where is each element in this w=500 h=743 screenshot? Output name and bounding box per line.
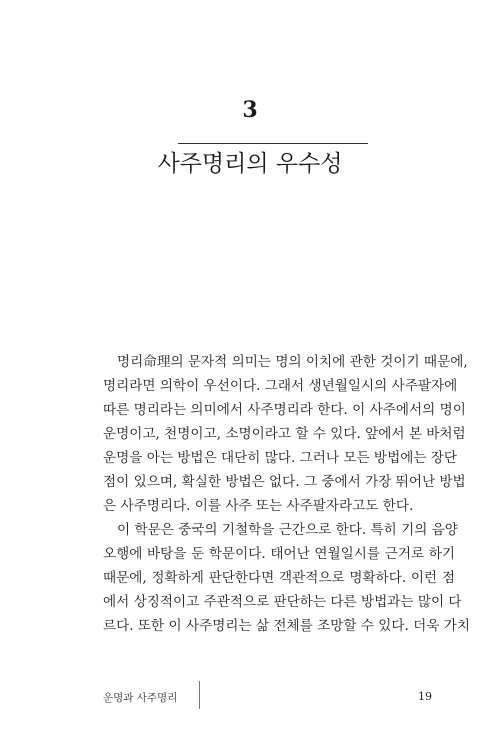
body-line: 오행에 바탕을 둔 학문이다. 태어난 연월일시를 근거로 하기	[103, 546, 455, 562]
body-line: 운명이고, 천명이고, 소명이라고 할 수 있다. 앞에서 본 바처럼	[103, 426, 466, 442]
body-line: 따른 명리라는 의미에서 사주명리라 한다. 이 사주에서의 명이	[103, 402, 466, 418]
chapter-title: 사주명리의 우수성	[157, 151, 343, 177]
body-line: 명리命理의 문자적 의미는 명의 이치에 관한 것이기 때문에,	[117, 354, 468, 370]
body-line: 때문에, 정확하게 판단한다면 객관적으로 명확하다. 이런 점	[103, 570, 455, 586]
page-number: 19	[418, 690, 432, 703]
chapter-divider-rule	[178, 143, 368, 144]
footer-divider	[199, 681, 200, 709]
body-line: 점이 있으며, 확실한 방법은 없다. 그 중에서 가장 뛰어난 방법	[103, 474, 466, 490]
body-line: 이 학문은 중국의 기철학을 근간으로 한다. 특히 기의 음양	[117, 522, 458, 538]
body-text	[103, 350, 471, 638]
body-line: 에서 상징적이고 주관적으로 판단하는 다른 방법과는 많이 다	[103, 594, 462, 610]
chapter-number: 3	[242, 97, 258, 123]
body-line: 르다. 또한 이 사주명리는 삶 전체를 조망할 수 있다. 더욱 가치	[103, 618, 471, 634]
body-line: 운명을 아는 방법은 대단히 많다. 그러나 모든 방법에는 장단	[103, 450, 458, 466]
running-head: 운명과 사주명리	[103, 692, 178, 704]
body-line: 명리라면 의학이 우선이다. 그래서 생년월일시의 사주팔자에	[103, 378, 458, 394]
body-line: 은 사주명리다. 이를 사주 또는 사주팔자라고도 한다.	[103, 498, 414, 514]
